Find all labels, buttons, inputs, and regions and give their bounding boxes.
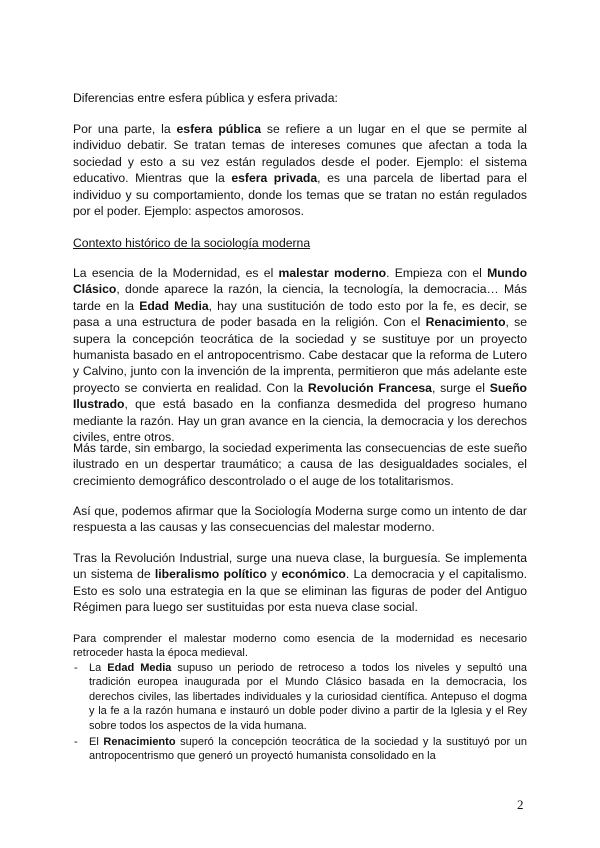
paragraph-esferas: Por una parte, la esfera pública se refiere a un lugar en el que se permite al individuo debatir. Se tratan temas de intereses comunes que afectan a toda la sociedad y esto a su vez están regulados desde el poder. Ejemplo: el sistema educativo. Mientras que la esfera privada, es una parcela de libertad para el individuo y su comportamiento, donde los temas que se tratan no están regulados por el poder. Ejemplo: aspectos amorosos. [73, 122, 527, 219]
bold-term: malestar moderno [278, 266, 387, 280]
list-item-text: La Edad Media supuso un periodo de retroceso a todos los niveles y sepultó una tradición europea inaugurada por el Mundo Clásico basada en la democracia, los derechos civiles, las libertades individuales y la curiosidad científica. Antepuso el dogma y la fe a la razón humana e instauró un doble poder divino a partir de la Iglesia y el Rey sobre todos los aspectos de la vida humana. [89, 662, 527, 732]
list-item [74, 661, 527, 733]
section-heading: Diferencias entre esfera pública y esfera privada: [73, 91, 338, 105]
section-subheading: Contexto histórico de la sociología moderna [73, 236, 311, 250]
bold-term: esfera privada [231, 171, 318, 186]
bold-term: Renacimiento [103, 736, 176, 748]
bullet-marker: - [74, 662, 78, 674]
bold-term: Mundo Clásico [73, 266, 528, 297]
paragraph-despertar: Más tarde, sin embargo, la sociedad experimenta las consecuencias de este sueño ilustrado en un despertar traumático; a causa de las desigualdades sociales, el crecimiento demográfico descontrolado o el auge de los totalitarismos. [73, 441, 527, 488]
bold-term: Revolución Francesa [307, 380, 432, 395]
list-item-text: El Renacimiento superó la concepción teocrática de la sociedad y la sustituyó por un antropocentrismo que generó un proyectó humanista consolidado en la [89, 736, 527, 763]
bold-term: Sueño Ilustrado [73, 380, 527, 412]
bullet-marker: - [74, 736, 78, 748]
bold-term: económico [281, 567, 346, 582]
paragraph-modernidad: La esencia de la Modernidad, es el malestar moderno. Empieza con el Mundo Clásico, donde aparece la razón, la ciencia, la tecnología, la democracia… Más tarde en la Edad Media, hay una sustitución de todo esto por la fe, es decir, se pasa a una estructura de poder basada en la religión. Con el Renacimiento, se supera la concepción teocrática de la sociedad y se sustituye por un proyecto humanista basado en el antropocentrismo. Cabe destacar que la reforma de Lutero y Calvino, junto con la invención de la imprenta, permitieron que más adelante este proyecto se convierta en realidad. Con la Revolución Francesa, surge el Sueño Ilustrado, que está basado en la confianza desmedida del progreso humano mediante la razón. Hay un gran avance en la ciencia, la democracia y los derechos civiles, entre otros. [73, 266, 528, 445]
page-number: 2 [517, 797, 524, 812]
bold-term: Edad Media [139, 298, 209, 313]
paragraph-sociologia: Así que, podemos afirmar que la Sociología Moderna surge como un intento de dar respuesta a las causas y las consecuencias del malestar moderno. [73, 504, 527, 535]
bold-term: Edad Media [107, 662, 172, 674]
bold-term: Renacimiento [425, 315, 506, 330]
note-paragraph: Para comprender el malestar moderno como esencia de la modernidad es necesario retroceder hasta la época medieval. [73, 633, 527, 660]
list-item [74, 735, 527, 764]
bold-term: esfera pública [176, 122, 261, 136]
paragraph-burguesia: Tras la Revolución Industrial, surge una nueva clase, la burguesía. Se implementa un sistema de liberalismo político y económico. La democracia y el capitalismo. Esto es solo una estrategia en la que se eliminan las figuras de poder del Antiguo Régimen para luego ser sustituidas por esta nueva clase social. [73, 551, 528, 615]
bold-term: liberalismo político [154, 567, 267, 582]
